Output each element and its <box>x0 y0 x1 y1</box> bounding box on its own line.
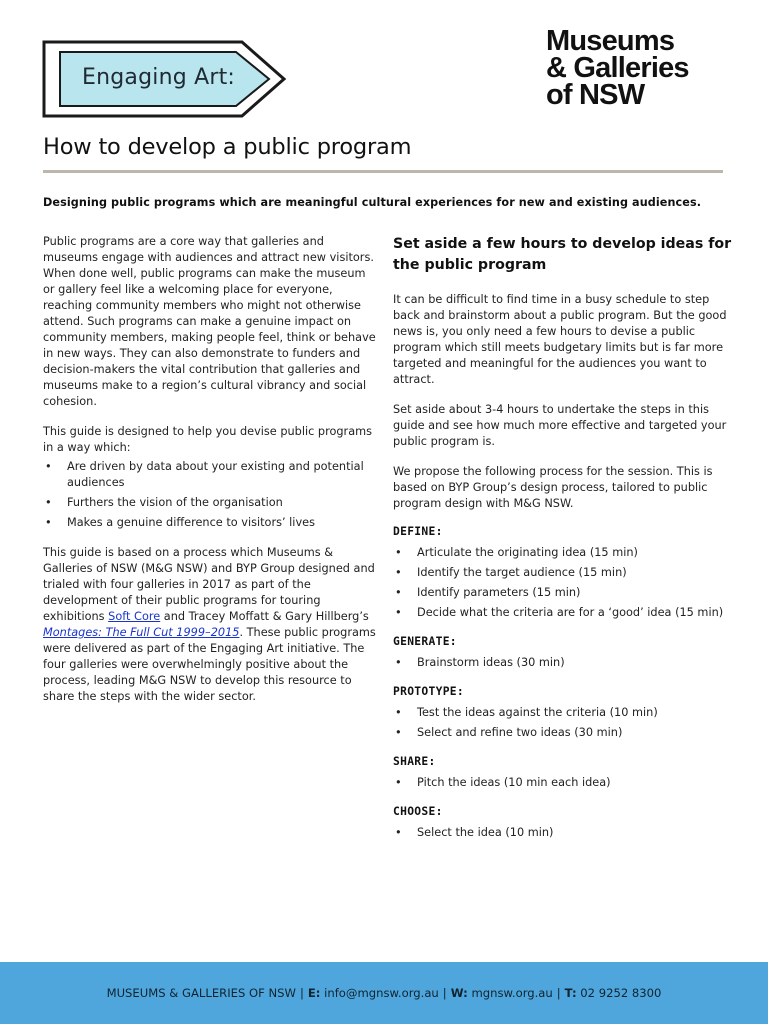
list-item: • Identify parameters (15 min) <box>395 586 581 599</box>
list-item: • Brainstorm ideas (30 min) <box>395 656 565 669</box>
bullet-icon: • <box>45 460 52 473</box>
bullet-icon: • <box>395 776 402 789</box>
share-label: SHARE: <box>393 755 436 768</box>
time-paragraph: It can be difficult to find time in a busy schedule to step back and brainstorm about a public program. But the good news is, you only need a few hours to devise a public program which still meets budgetary limits but is far more targeted and meaningful for the audiences you want to attract. <box>393 293 727 386</box>
footer-web-link[interactable]: mgnsw.org.au <box>471 986 553 1000</box>
bullet-icon: • <box>395 606 402 619</box>
footer-phone-label: T: <box>564 986 577 1000</box>
share-list <box>393 775 733 791</box>
footer-email-link[interactable]: info@mgnsw.org.au <box>324 986 439 1000</box>
list-item: • Articulate the originating idea (15 min) <box>395 546 638 559</box>
bullet-icon: • <box>395 586 402 599</box>
bullet-icon: • <box>395 566 402 579</box>
process-paragraph: We propose the following process for the session. This is based on BYP Group’s design process, tailored to public program design with M&G NSW. <box>393 465 713 510</box>
purpose-list <box>43 459 377 531</box>
museums-galleries-nsw-logo <box>546 25 736 111</box>
footer-separator: | <box>556 986 561 1000</box>
badge-label: Engaging Art: <box>82 65 236 90</box>
steps-paragraph: Set aside about 3-4 hours to undertake the steps in this guide and see how much more effective and targeted your public program is. <box>393 403 727 448</box>
choose-label: CHOOSE: <box>393 805 443 818</box>
footer-phone: 02 9252 8300 <box>580 986 662 1000</box>
guide-purpose-paragraph: This guide is designed to help you devise public programs in a way which: <box>43 425 373 454</box>
prototype-label: PROTOTYPE: <box>393 685 465 698</box>
list-item: • Identify the target audience (15 min) <box>395 566 627 579</box>
footer-web-label: W: <box>450 986 468 1000</box>
footer-bar <box>0 962 768 1024</box>
bullet-icon: • <box>395 726 402 739</box>
prototype-list <box>393 705 733 741</box>
generate-label: GENERATE: <box>393 635 457 648</box>
bullet-icon: • <box>395 826 402 839</box>
logo-line-3: of NSW <box>546 79 645 111</box>
generate-list <box>393 655 733 671</box>
list-item: • Furthers the vision of the organisation <box>45 496 283 509</box>
list-item: • Decide what the criteria are for a ‘good’ idea (15 min) <box>395 606 724 619</box>
list-item: • Makes a genuine difference to visitors’ lives <box>45 516 315 529</box>
define-list <box>393 545 733 621</box>
right-column <box>393 234 733 854</box>
list-item: • Are driven by data about your existing and potential audiences <box>45 460 364 489</box>
title-divider <box>43 170 723 173</box>
bullet-icon: • <box>395 546 402 559</box>
page-title: How to develop a public program <box>43 134 412 160</box>
montages-link[interactable]: Montages: The Full Cut 1999–2015 <box>43 626 240 639</box>
intro-paragraph: Public programs are a core way that galleries and museums engage with audiences and attract new visitors. When done well, public programs can make the museum or gallery feel like a welcoming place for everyone, reaching community members who might not otherwise attend. Such programs can make a genuine impact on community members, making people feel, think or behave in new ways. They can also demonstrate to funders and decision-makers the vital contribution that galleries and museums make to a region’s cultural vibrancy and social cohesion. <box>43 235 376 408</box>
section-heading: Set aside a few hours to develop ideas for the public program <box>393 236 732 273</box>
page-subtitle: Designing public programs which are meaningful cultural experiences for new and existing audiences. <box>43 196 702 209</box>
footer-email-label: E: <box>307 986 321 1000</box>
list-item: • Select and refine two ideas (30 min) <box>395 726 623 739</box>
background-paragraph: This guide is based on a process which Museums & Galleries of NSW (M&G NSW) and BYP Group designed and trialed with four galleries in 2017 as part of the development of their public programs for touring exhibitions Soft Core and Tracey Moffatt & Gary Hillberg’s Montages: The Full Cut 1999–2015. These public programs were delivered as part of the Engaging Art initiative. The four galleries were overwhelmingly positive about the process, leading M&G NSW to develop this resource to share the steps with the wider sector. <box>43 546 376 703</box>
list-item: • Select the idea (10 min) <box>395 826 554 839</box>
choose-list <box>393 825 733 841</box>
list-item: • Pitch the ideas (10 min each idea) <box>395 776 611 789</box>
list-item: • Test the ideas against the criteria (10 min) <box>395 706 658 719</box>
soft-core-link[interactable]: Soft Core <box>108 610 161 623</box>
bullet-icon: • <box>395 656 402 669</box>
bullet-icon: • <box>45 496 52 509</box>
logo-line-2: & Galleries <box>546 52 689 84</box>
left-column <box>43 234 377 719</box>
logo-line-1: Museums <box>546 25 675 57</box>
define-label: DEFINE: <box>393 525 443 538</box>
footer-separator: | <box>299 986 304 1000</box>
footer-separator: | <box>442 986 447 1000</box>
bullet-icon: • <box>45 516 52 529</box>
bullet-icon: • <box>395 706 402 719</box>
footer-org: MUSEUMS & GALLERIES OF NSW <box>106 986 296 1000</box>
